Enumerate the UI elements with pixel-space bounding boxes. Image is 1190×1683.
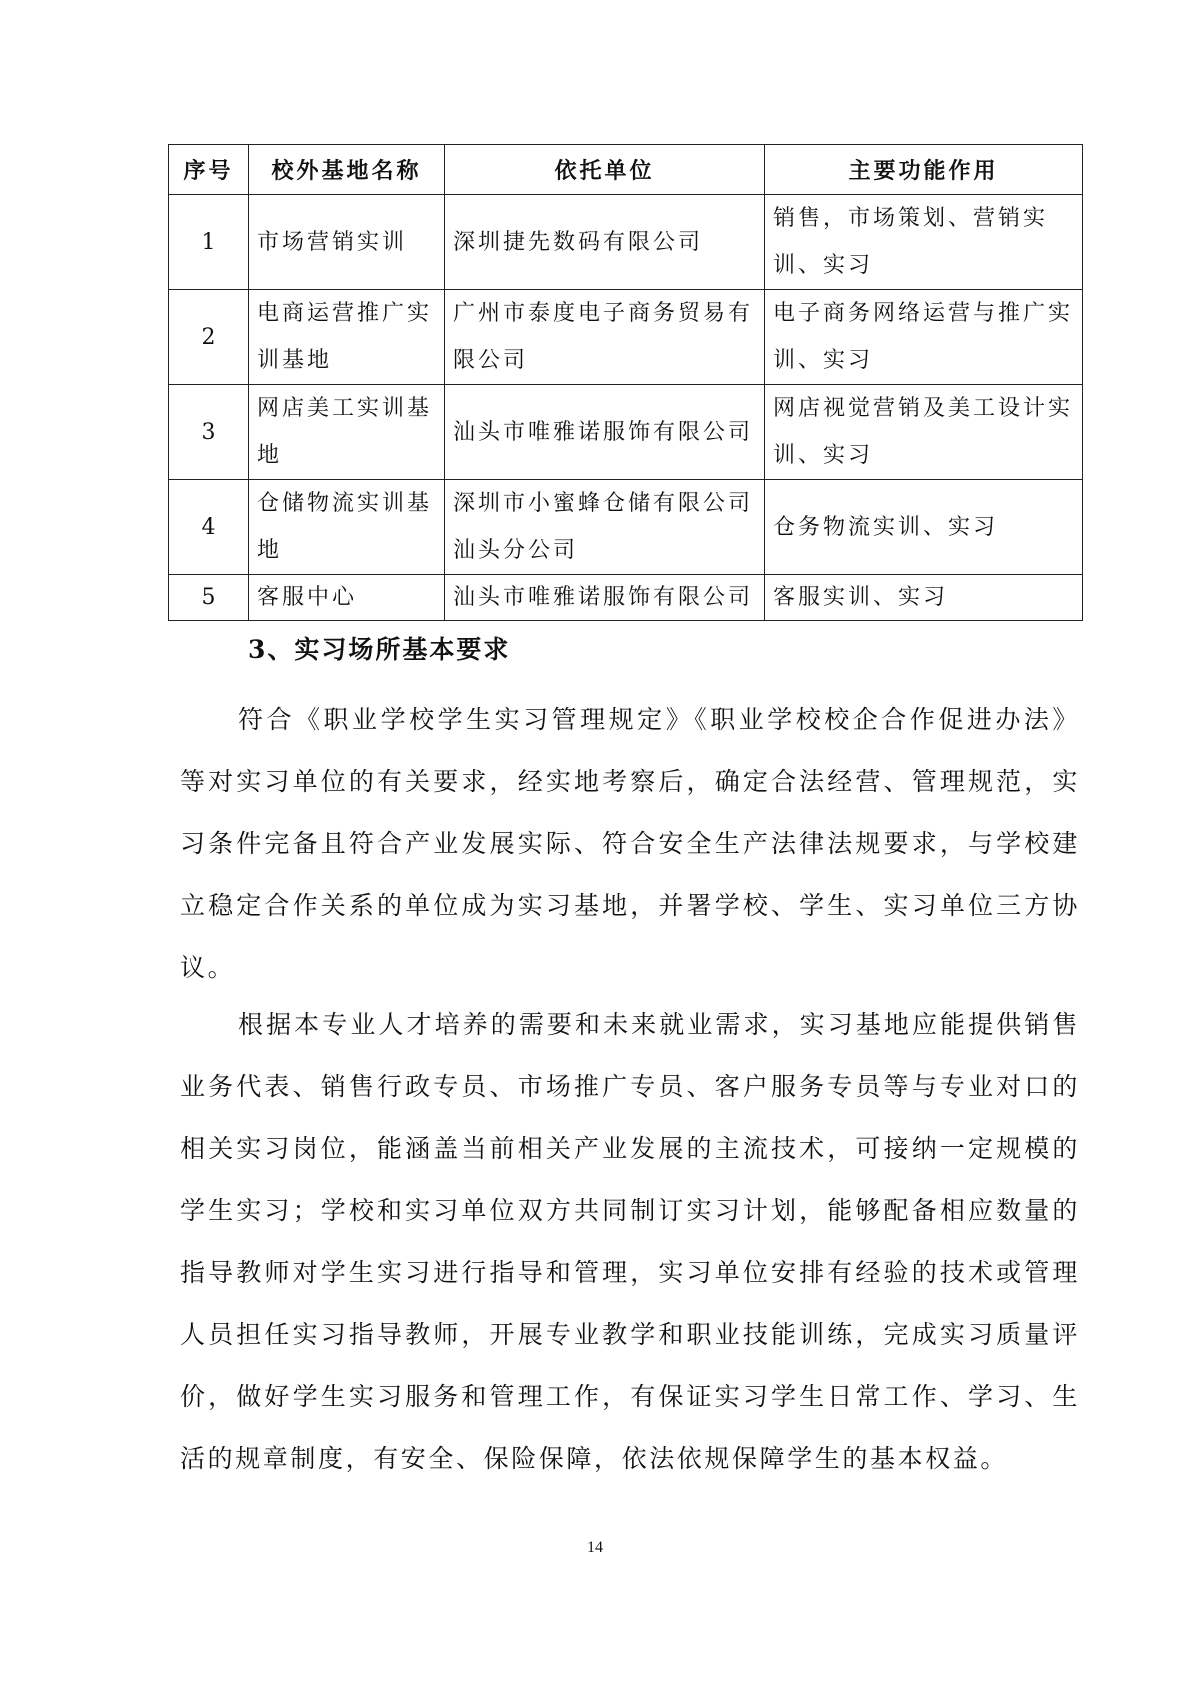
row-unit: 汕头市唯雅诺服饰有限公司 [445, 575, 765, 621]
row-num: 5 [169, 575, 249, 621]
page-number: 14 [587, 1539, 603, 1556]
header-unit: 依托单位 [445, 145, 765, 195]
section-heading: 3、实习场所基本要求 [248, 635, 511, 664]
row-function: 电子商务网络运营与推广实训、实习 [765, 290, 1083, 385]
table-row [169, 290, 1083, 385]
row-base-name: 电商运营推广实训基地 [249, 290, 445, 385]
header-function: 主要功能作用 [765, 145, 1083, 195]
row-function: 网店视觉营销及美工设计实训、实习 [765, 385, 1083, 480]
row-unit: 广州市泰度电子商务贸易有限公司 [445, 290, 765, 385]
table-header-row [169, 145, 1083, 195]
table-row [169, 385, 1083, 480]
body-paragraph-2: 根据本专业人才培养的需要和未来就业需求，实习基地应能提供销售业务代表、销售行政专员、市场推广专员、客户服务专员等与专业对口的相关实习岗位，能涵盖当前相关产业发展的主流技术，可接纳一定规模的学生实习；学校和实习单位双方共同制订实习计划，能够配备相应数量的指导教师对学生实习进行指导和管理，实习单位安排有经验的技术或管理人员担任实习指导教师，开展专业教学和职业技能训练，完成实习质量评价，做好学生实习服务和管理工作，有保证实习学生日常工作、学习、生活的规章制度，有安全、保险保障，依法依规保障学生的基本权益。 [180, 1010, 1080, 1473]
row-num: 2 [169, 290, 249, 385]
body-paragraph-1: 符合《职业学校学生实习管理规定》《职业学校校企合作促进办法》等对实习单位的有关要求，经实地考察后，确定合法经营、管理规范，实习条件完备且符合产业发展实际、符合安全生产法律法规要求，与学校建立稳定合作关系的单位成为实习基地，并署学校、学生、实习单位三方协议。 [180, 705, 1080, 982]
row-unit: 深圳市小蜜蜂仓储有限公司汕头分公司 [445, 480, 765, 575]
row-num: 3 [169, 385, 249, 480]
row-unit: 汕头市唯雅诺服饰有限公司 [445, 385, 765, 480]
row-function: 客服实训、实习 [765, 575, 1083, 621]
table-row [169, 480, 1083, 575]
row-function: 仓务物流实训、实习 [765, 480, 1083, 575]
row-base-name: 市场营销实训 [249, 195, 445, 290]
row-num: 4 [169, 480, 249, 575]
row-base-name: 仓储物流实训基地 [249, 480, 445, 575]
row-base-name: 网店美工实训基地 [249, 385, 445, 480]
row-num: 1 [169, 195, 249, 290]
header-base-name: 校外基地名称 [249, 145, 445, 195]
training-base-table [168, 144, 1083, 621]
table-row [169, 575, 1083, 621]
row-unit: 深圳捷先数码有限公司 [445, 195, 765, 290]
row-function: 销售，市场策划、营销实训、实习 [765, 195, 1083, 290]
table-row [169, 195, 1083, 290]
header-num: 序号 [169, 145, 249, 195]
row-base-name: 客服中心 [249, 575, 445, 621]
